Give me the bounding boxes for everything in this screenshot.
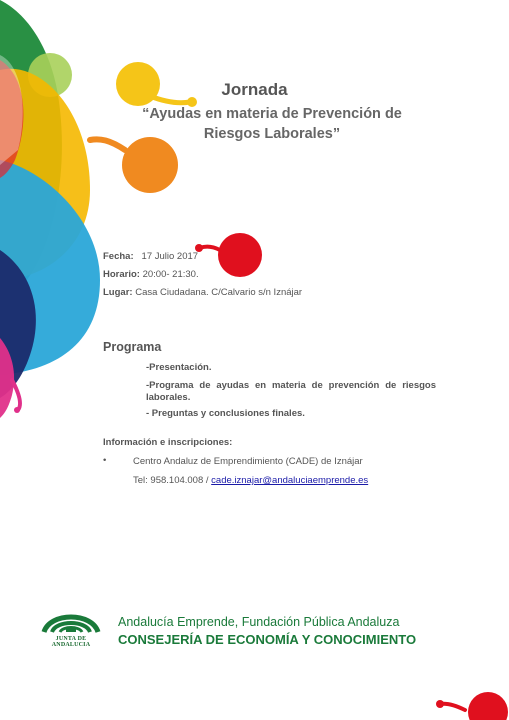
lugar-value: Casa Ciudadana. C/Calvario s/n Iznájar — [135, 287, 303, 298]
red-balloon-tail — [200, 247, 220, 250]
horario-value: 20:00- 21:30. — [142, 269, 199, 280]
phone-text: Tel: 958.104.008 / — [133, 475, 212, 486]
junta-logo-text: JUNTA DE ANDALUCIA — [51, 636, 91, 648]
programa-item: -Presentación. — [146, 362, 212, 373]
bullet-icon: • — [103, 455, 107, 466]
cade-organization: Centro Andaluz de Emprendimiento (CADE) de Iznájar — [133, 456, 363, 467]
fecha-label: Fecha: — [103, 251, 134, 262]
programa-item: - Preguntas y conclusiones finales. — [146, 408, 305, 419]
contact-line — [133, 475, 368, 486]
footer-consejeria: CONSEJERÍA DE ECONOMÍA Y CONOCIMIENTO — [118, 632, 417, 647]
fecha-row — [103, 251, 198, 262]
fecha-value: 17 Julio 2017 — [141, 251, 199, 262]
programa-heading: Programa — [103, 340, 162, 354]
programa-item: -Programa de ayudas en materia de prevención de riesgos laborales. — [146, 380, 436, 403]
page-subtitle: “Ayudas en materia de Prevención de Riesgos Laborales” — [142, 106, 402, 142]
footer-foundation: Andalucía Emprende, Fundación Pública Andaluza — [118, 615, 400, 629]
horario-label: Horario: — [103, 269, 140, 280]
horario-row — [103, 269, 199, 280]
orange-balloon — [122, 137, 178, 193]
magenta-tail — [12, 380, 20, 410]
lugar-label: Lugar: — [103, 287, 133, 298]
inscripciones-heading: Información e inscripciones: — [103, 437, 233, 448]
email-link[interactable]: cade.iznajar@andaluciaemprende.es — [211, 475, 369, 486]
bottom-red-balloon — [468, 692, 508, 720]
page-title: Jornada — [221, 80, 288, 99]
lugar-row — [103, 287, 302, 298]
red-balloon — [218, 233, 262, 277]
